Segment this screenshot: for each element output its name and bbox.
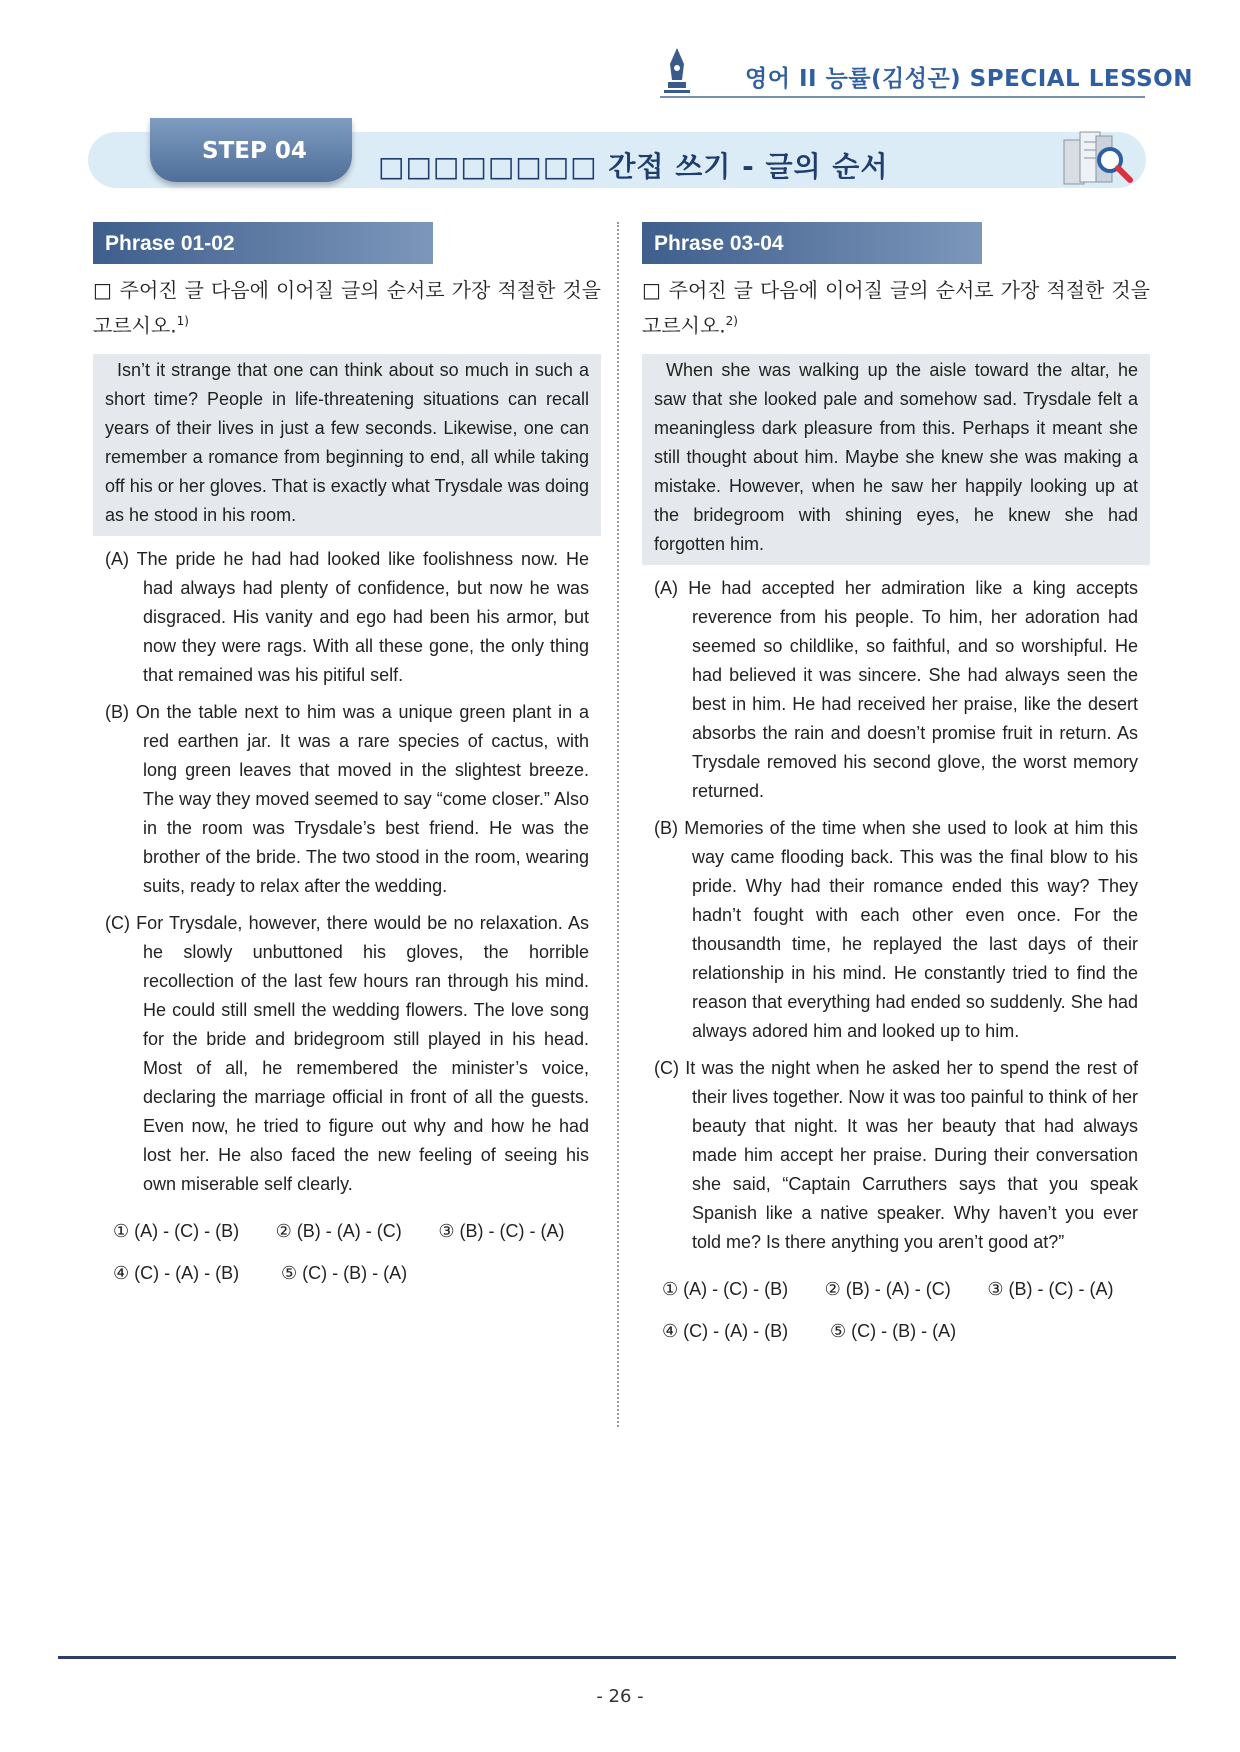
header-underline: [660, 96, 1145, 98]
column-divider: [617, 222, 619, 1427]
footer-rule: [58, 1656, 1176, 1659]
phrase-header: Phrase 01-02: [93, 222, 433, 264]
page-number: - 26 -: [596, 1686, 644, 1707]
step-label: STEP 04: [202, 138, 307, 164]
answer-option-2[interactable]: ② (B) - (A) - (C): [275, 1221, 402, 1242]
answer-option-1[interactable]: ① (A) - (C) - (B): [113, 1221, 240, 1242]
answer-options: [662, 1269, 1150, 1353]
fountain-pen-icon: [662, 46, 692, 96]
paragraph-b: (B) Memories of the time when she used to look at him this way came flooding back. This was the final blow to his pride. Why had their romance ended this way? They hadn’t fought with each other even once. For the thousandth time, he replayed the last days of their relationship in his mind. He constantly tried to find the reason that everything had ended so suddenly. She had always adored him and looked up to him.: [654, 817, 1138, 1041]
left-column: [93, 222, 601, 1295]
answer-option-4[interactable]: ④ (C) - (A) - (B): [662, 1321, 789, 1342]
passage-text: Isn’t it strange that one can think about so much in such a short time? People in life-threatening situations can recall years of their lives in just a few seconds. Likewise, one can remember a romance from beginning to end, all while taking off his or her gloves. That is exactly what Trysdale was doing as he stood in his room.: [105, 359, 589, 525]
answer-option-5[interactable]: ⑤ (C) - (B) - (A): [281, 1263, 408, 1284]
answer-option-2[interactable]: ② (B) - (A) - (C): [824, 1279, 951, 1300]
question-instruction: □ 주어진 글 다음에 이어질 글의 순서로 가장 적절한 것을 고르시오.$^{2)}$: [642, 278, 1150, 338]
answer-option-3[interactable]: ③ (B) - (C) - (A): [987, 1279, 1114, 1300]
phrase-header: Phrase 03-04: [642, 222, 982, 264]
answer-option-4[interactable]: ④ (C) - (A) - (B): [113, 1263, 240, 1284]
paragraph-b: (B) On the table next to him was a unique green plant in a red earthen jar. It was a rare species of cactus, with long green leaves that moved in the slightest breeze. The way they moved seemed to say “come closer.” Also in the room was Trysdale’s best friend. He was the brother of the bride. The two stood in the room, wearing suits, ready to relax after the wedding.: [105, 701, 589, 896]
section-title: □□□□□□□□ 간접 쓰기 - 글의 순서: [378, 150, 889, 183]
question-instruction: □ 주어진 글 다음에 이어질 글의 순서로 가장 적절한 것을 고르시오.$^{1)}$: [93, 278, 601, 338]
answer-option-3[interactable]: ③ (B) - (C) - (A): [438, 1221, 565, 1242]
book-magnifier-icon: [1058, 122, 1136, 190]
given-passage: [93, 354, 601, 536]
given-passage: [642, 354, 1150, 565]
paragraph-c: (C) For Trysdale, however, there would be no relaxation. As he slowly unbuttoned his gloves, the horrible recollection of the last few hours ran through his mind. He could still smell the wedding flowers. The love song for the bride and bridegroom still played in his head. Most of all, he remembered the minister’s voice, declaring the marriage official in front of all the guests. Even now, he tried to figure out why and how he had lost her. He also faced the new feeling of seeing his own miserable self clearly.: [105, 912, 589, 1194]
paragraph-a: (A) He had accepted her admiration like a king accepts reverence from his people. To him, her adoration had seemed so childlike, so faithful, and so worshipful. He had believed it was sincere. She had always seen the best in him. He had received her praise, like the desert absorbs the rain and doesn’t promise fruit in return. As Trysdale removed his second glove, the worst memory returned.: [654, 577, 1138, 801]
footnote-mark: 1): [176, 314, 189, 328]
passage-text: When she was walking up the aisle toward the altar, he saw that she looked pale and somehow sad. Trysdale felt a meaningless dark pleasure from this. Perhaps it meant she still thought about him. Maybe she knew she was making a mistake. However, when he saw her happily looking up at the bridegroom with shining eyes, he knew she had forgotten him.: [654, 359, 1138, 554]
answer-option-5[interactable]: ⑤ (C) - (B) - (A): [830, 1321, 957, 1342]
answer-option-1[interactable]: ① (A) - (C) - (B): [662, 1279, 789, 1300]
paragraph-c: (C) It was the night when he asked her to spend the rest of their lives together. Now it was too painful to think of her beauty that night. It was her beauty that had always made him accept her praise. During their conversation she said, “Captain Carruthers says that you speak Spanish like a native speaker. Why haven’t you ever told me? Is there anything you aren’t good at?”: [654, 1057, 1138, 1252]
right-column: [642, 222, 1150, 1353]
answer-options: [113, 1211, 601, 1295]
header-title: 영어 II 능률(김성곤) SPECIAL LESSON: [745, 66, 1193, 92]
footnote-mark: 2): [725, 314, 738, 328]
paragraph-a: (A) The pride he had had looked like foolishness now. He had always had plenty of confidence, but now he was disgraced. His vanity and ego had been his armor, but now they were rags. With all these gone, the only thing that remained was his pitiful self.: [105, 548, 589, 685]
